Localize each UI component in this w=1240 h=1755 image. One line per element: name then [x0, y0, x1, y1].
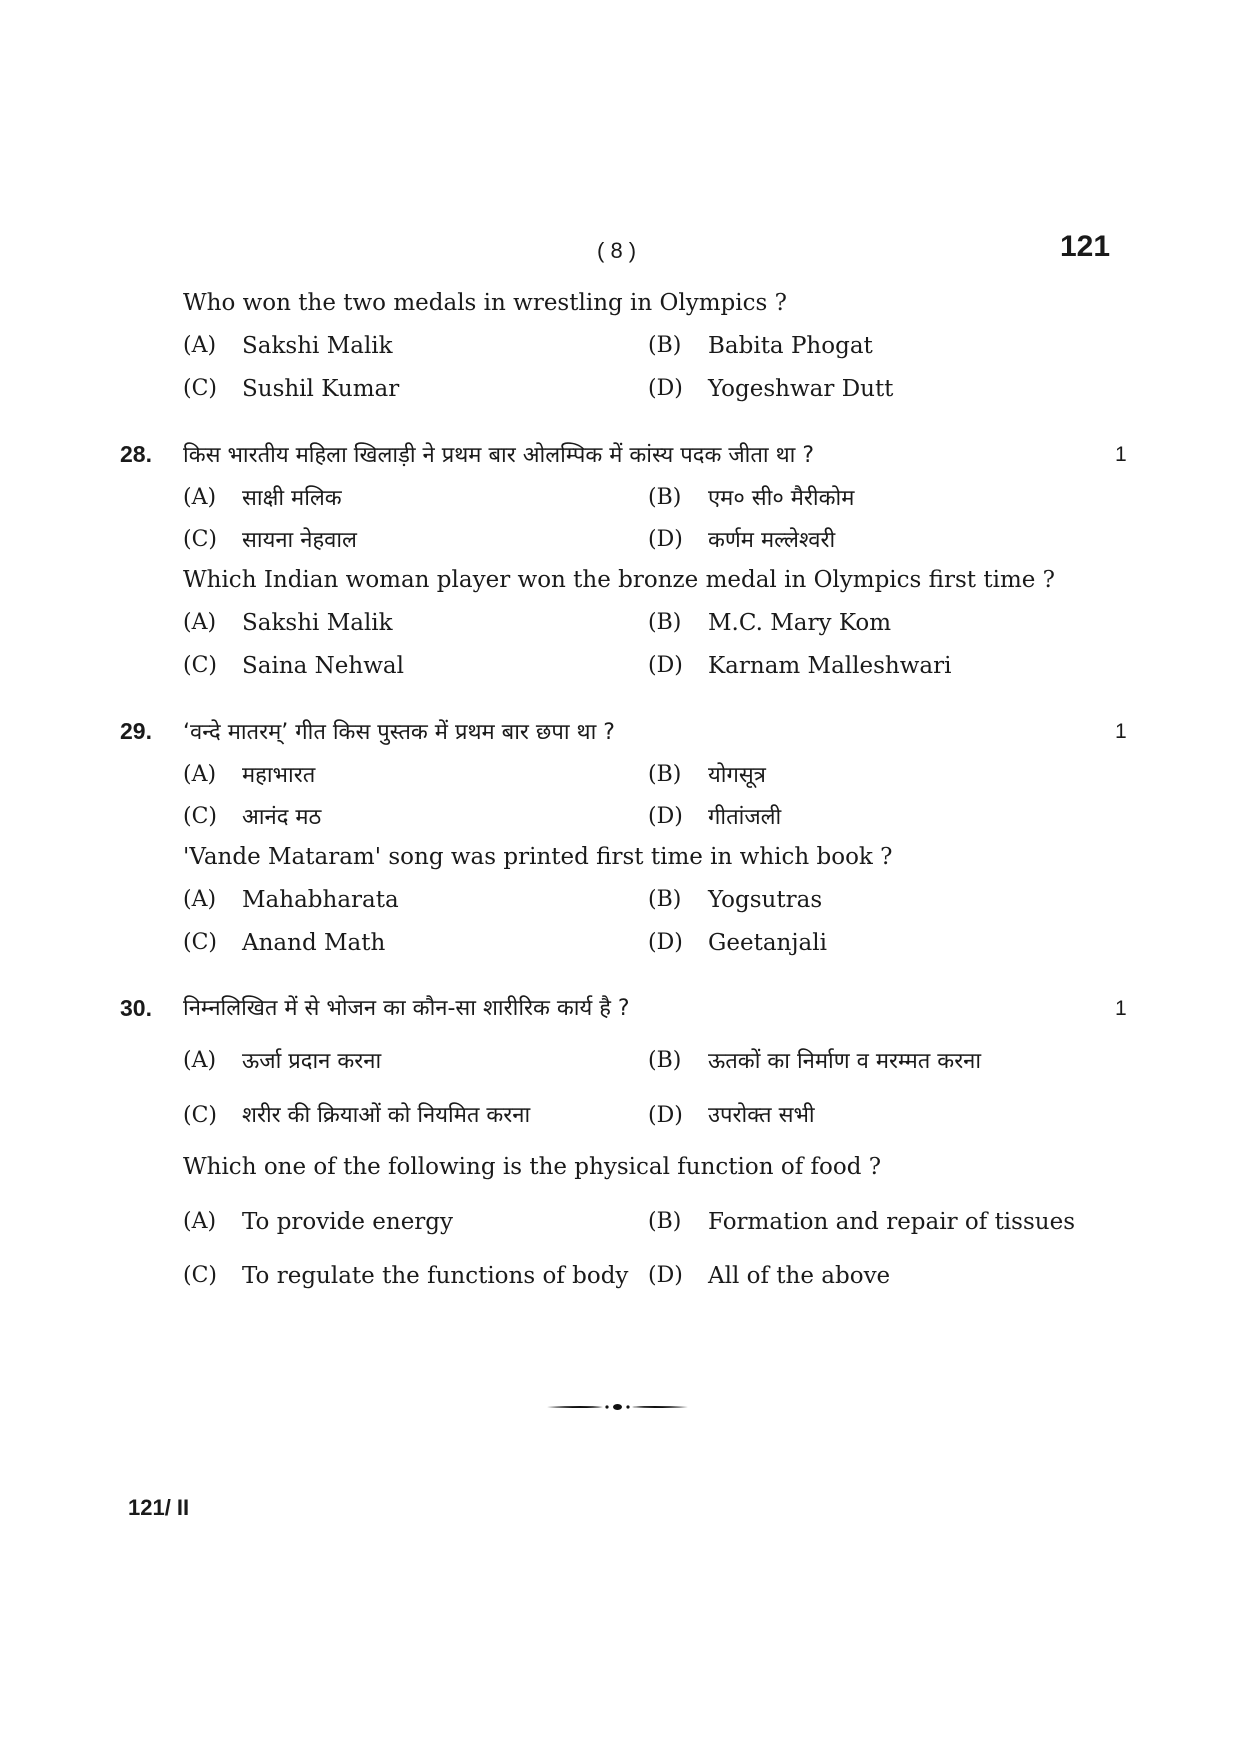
option-label: (B): [648, 762, 682, 787]
option-text: ऊतकों का निर्माण व मरम्मत करना: [708, 1049, 982, 1074]
option-label: (B): [648, 610, 682, 635]
q29-english-question: 'Vande Mataram' song was printed first time in which book ?: [183, 844, 893, 870]
option-label: (D): [648, 653, 683, 678]
option-text: गीतांजली: [708, 805, 782, 830]
option-label: (C): [183, 804, 217, 829]
option-text: To provide energy: [242, 1209, 454, 1235]
q30-hindi-question: निम्नलिखित में से भोजन का कौन-सा शारीरिक कार्य है ?: [183, 996, 630, 1021]
q28-english-question: Which Indian woman player won the bronze medal in Olympics first time ?: [183, 567, 1056, 593]
option-text: योगसूत्र: [708, 763, 766, 788]
option-label: (A): [183, 485, 217, 510]
option-label: (C): [183, 1263, 217, 1288]
option-text: M.C. Mary Kom: [708, 610, 892, 636]
option-label: (A): [183, 333, 217, 358]
option-text: एम० सी० मैरीकोम: [708, 486, 855, 511]
end-ornament: [545, 1400, 690, 1414]
option-label: (A): [183, 1209, 217, 1234]
option-label: (D): [648, 527, 683, 552]
option-label: (C): [183, 930, 217, 955]
footer-paper-code: 121/ II: [128, 1495, 190, 1520]
option-text: Karnam Malleshwari: [708, 653, 952, 679]
option-label: (B): [648, 1048, 682, 1073]
option-text: आनंद मठ: [242, 805, 322, 830]
q28-hindi-question: किस भारतीय महिला खिलाड़ी ने प्रथम बार ओलम्पिक में कांस्य पदक जीता था ?: [183, 443, 815, 468]
option-text: Yogsutras: [708, 887, 823, 913]
option-label: (A): [183, 887, 217, 912]
question-number: 28.: [120, 441, 152, 467]
option-label: (D): [648, 804, 683, 829]
option-text: साक्षी मलिक: [242, 486, 342, 511]
q29-hindi-question: ‘वन्दे मातरम्’ गीत किस पुस्तक में प्रथम बार छपा था ?: [183, 720, 615, 745]
option-label: (C): [183, 1103, 217, 1128]
option-label: (C): [183, 653, 217, 678]
option-text: Sakshi Malik: [242, 610, 393, 636]
option-label: (A): [183, 1048, 217, 1073]
option-label: (C): [183, 527, 217, 552]
option-text: कर्णम मल्लेश्वरी: [708, 528, 836, 553]
question-number: 29.: [120, 718, 152, 744]
option-text: Saina Nehwal: [242, 653, 404, 679]
option-label: (C): [183, 376, 217, 401]
paper-code: 121: [1060, 230, 1111, 263]
option-text: सायना नेहवाल: [242, 528, 357, 553]
option-label: (B): [648, 1209, 682, 1234]
option-label: (B): [648, 333, 682, 358]
option-text: Formation and repair of tissues: [708, 1209, 1076, 1235]
option-label: (A): [183, 762, 217, 787]
q27-english-question: Who won the two medals in wrestling in Olympics ?: [183, 290, 787, 316]
page-number: ( 8 ): [597, 238, 637, 263]
option-text: Babita Phogat: [708, 333, 873, 359]
option-label: (D): [648, 930, 683, 955]
option-label: (D): [648, 376, 683, 401]
marks: 1: [1115, 997, 1127, 1020]
option-text: ऊर्जा प्रदान करना: [242, 1049, 382, 1074]
option-label: (A): [183, 610, 217, 635]
option-text: Geetanjali: [708, 930, 827, 956]
option-text: Sushil Kumar: [242, 376, 400, 402]
option-label: (D): [648, 1103, 683, 1128]
option-text: Mahabharata: [242, 887, 399, 913]
option-text: Yogeshwar Dutt: [708, 376, 894, 402]
option-text: All of the above: [708, 1263, 891, 1289]
option-label: (B): [648, 887, 682, 912]
option-text: Sakshi Malik: [242, 333, 393, 359]
option-text: उपरोक्त सभी: [708, 1103, 815, 1128]
option-label: (D): [648, 1263, 683, 1288]
option-text: शरीर की क्रियाओं को नियमित करना: [242, 1103, 531, 1128]
marks: 1: [1115, 443, 1127, 466]
option-label: (B): [648, 485, 682, 510]
question-number: 30.: [120, 995, 152, 1021]
option-text: Anand Math: [242, 930, 386, 956]
option-text: To regulate the functions of body: [242, 1263, 629, 1289]
marks: 1: [1115, 720, 1127, 743]
option-text: महाभारत: [242, 763, 316, 788]
q30-english-question: Which one of the following is the physical function of food ?: [183, 1154, 882, 1180]
